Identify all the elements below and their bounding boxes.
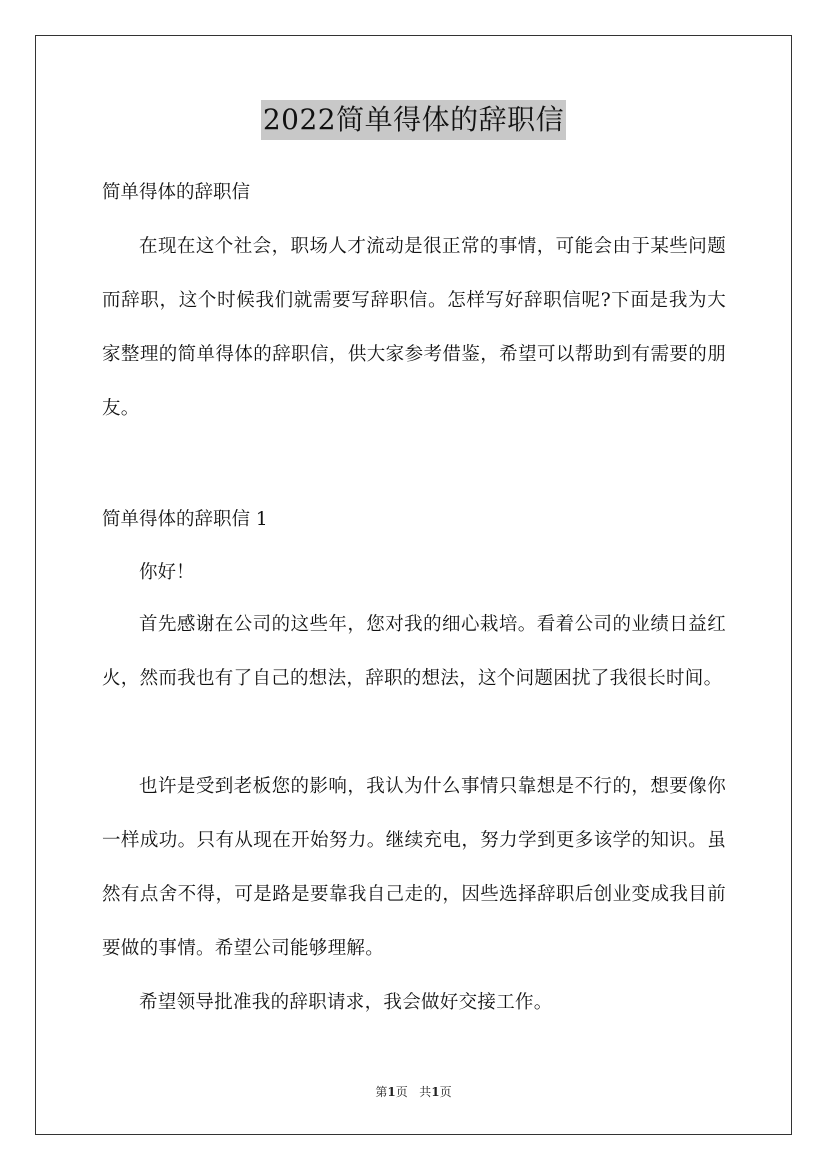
total-prefix: 共 [419, 1085, 432, 1099]
section-heading: 简单得体的辞职信 1 [102, 509, 268, 530]
document-title: 2022简单得体的辞职信 [261, 100, 566, 140]
page-suffix: 页 [395, 1085, 408, 1099]
document-subtitle: 简单得体的辞职信 [102, 182, 251, 203]
total-pages: 1 [431, 1085, 440, 1099]
title-container [0, 100, 827, 140]
page-prefix: 第 [375, 1085, 388, 1099]
page-footer [0, 1083, 827, 1101]
intro-paragraph: 在现在这个社会，职场人才流动是很正常的事情，可能会由于某些问题而辞职，这个时候我们就需要写辞职信。怎样写好辞职信呢?下面是我为大家整理的简单得体的辞职信，供大家参考借鉴，希望可以帮助到有需要的朋友。 [102, 236, 726, 419]
body-paragraph-1: 首先感谢在公司的这些年，您对我的细心栽培。看着公司的业绩日益红火，然而我也有了自己的想法，辞职的想法，这个问题困扰了我很长时间。 [102, 614, 726, 689]
body-paragraph-3: 希望领导批准我的辞职请求，我会做好交接工作。 [139, 992, 553, 1013]
total-suffix: 页 [439, 1085, 452, 1099]
body-paragraph-2: 也许是受到老板您的影响，我认为什么事情只靠想是不行的，想要像你一样成功。只有从现在开始努力。继续充电，努力学到更多该学的知识。虽然有点舍不得，可是路是要靠我自己走的，因些选择辞职后创业变成我目前要做的事情。希望公司能够理解。 [102, 776, 726, 959]
page-number: 1 [387, 1085, 396, 1099]
greeting: 你好！ [139, 562, 195, 583]
